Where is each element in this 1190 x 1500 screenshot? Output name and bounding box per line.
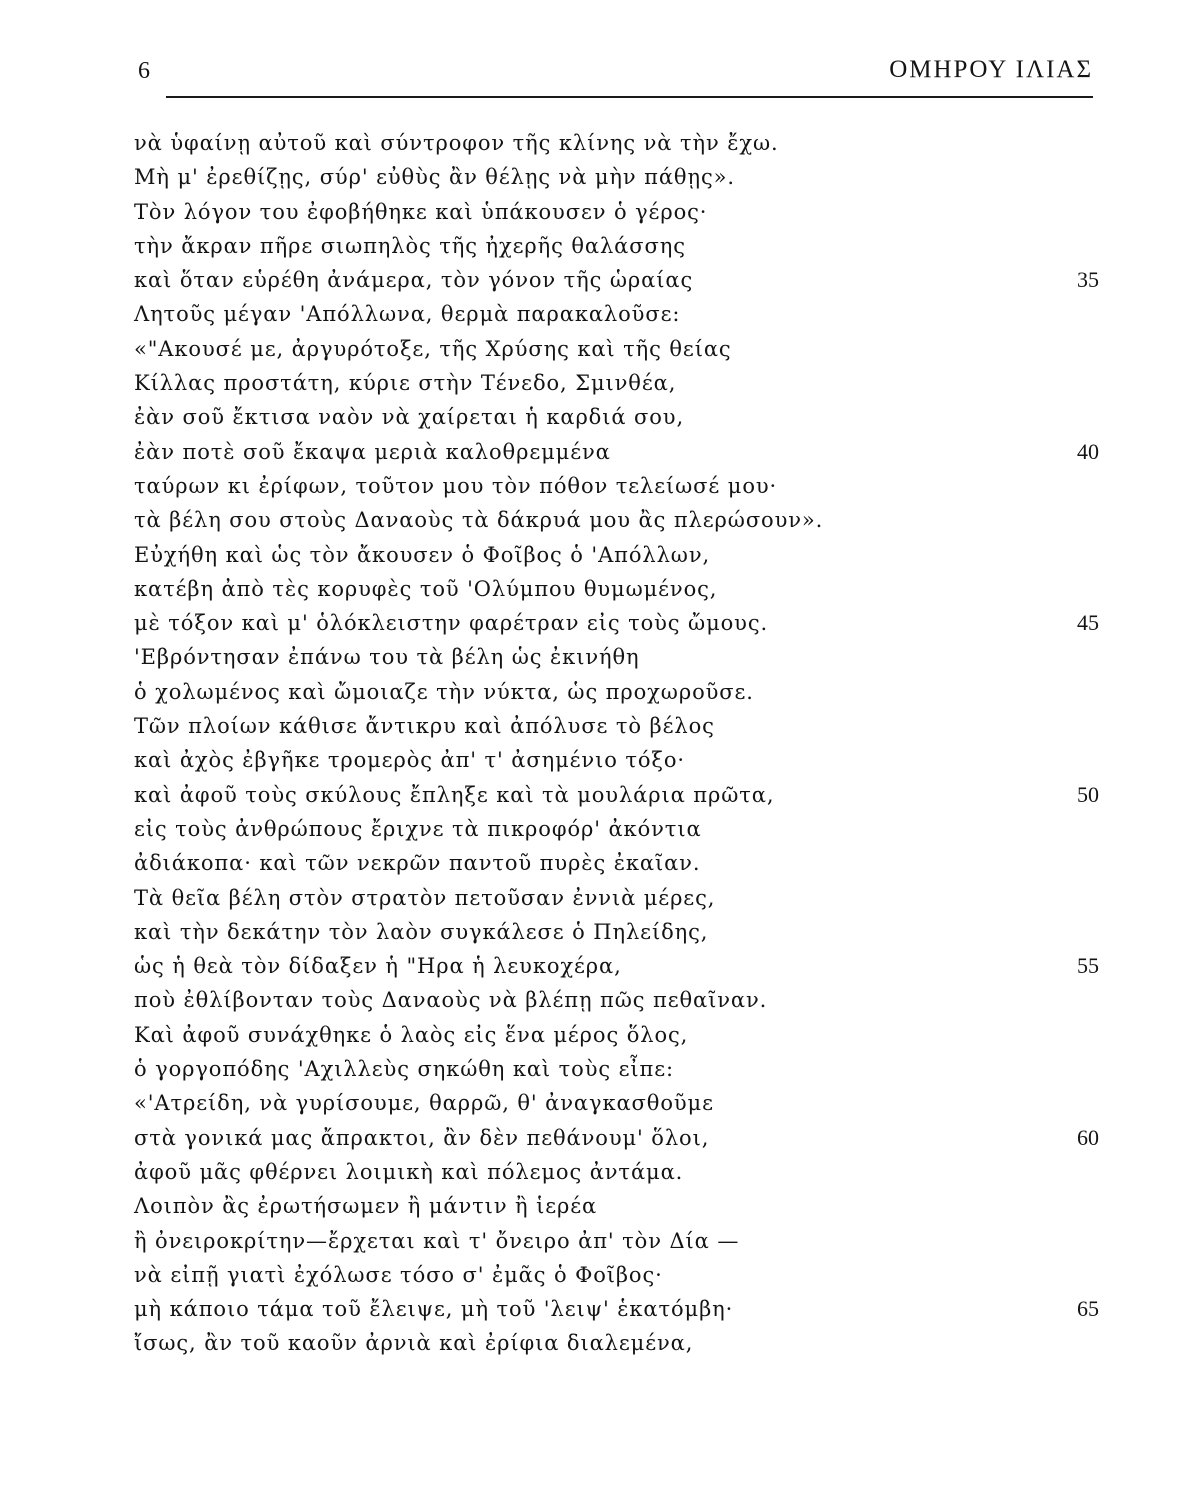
verse-line: [134, 332, 1099, 366]
verse-text: καὶ ἀχὸς ἐβγῆκε τρομερὸς ἀπ' τ' ἀσημένιο τόξο·: [134, 748, 685, 773]
verse-text: μὲ τόξον καὶ μ' ὁλόκλειστην φαρέτραν εἰς τοὺς ὤμους.: [134, 611, 769, 636]
verse-text: Εὐχήθη καὶ ὡς τὸν ἄκουσεν ὁ Φοῖβος ὁ 'Απόλλων,: [134, 542, 711, 567]
verse-text: Κίλλας προστάτη, κύριε στὴν Τένεδο, Σμινθέα,: [134, 371, 677, 396]
verse-text: ἴσως, ἂν τοῦ καοῦν ἀρνιὰ καὶ ἐρίφια διαλεμένα,: [134, 1331, 694, 1356]
verse-line: [134, 435, 1099, 469]
verse-line: [134, 366, 1099, 400]
verse-text: εἰς τοὺς ἀνθρώπους ἔριχνε τὰ πικροφόρ' ἀκόντια: [134, 816, 702, 841]
verse-text: Λητοῦς μέγαν 'Απόλλωνα, θερμὰ παρακαλοῦσε:: [134, 302, 681, 327]
verse-line: [134, 572, 1099, 606]
header-rule: [166, 96, 1093, 98]
verse-line: [134, 778, 1099, 812]
verse-line: [134, 538, 1099, 572]
verse-line: [134, 881, 1099, 915]
verse-text: 'Εβρόντησαν ἐπάνω του τὰ βέλη ὡς ἐκινήθη: [134, 645, 640, 670]
verse-line: [134, 812, 1099, 846]
verse-text: ἢ ὀνειροκρίτην—ἔρχεται καὶ τ' ὄνειρο ἀπ' τὸν Δία —: [134, 1228, 740, 1253]
verse-line: [134, 1326, 1099, 1360]
verse-line: [134, 1189, 1099, 1223]
line-number: 50: [1077, 781, 1099, 807]
verse-line: [134, 640, 1099, 674]
verse-line: [134, 195, 1099, 229]
verse-text: νὰ ὑφαίνῃ αὐτοῦ καὶ σύντροφον τῆς κλίνης νὰ τὴν ἔχω.: [134, 131, 779, 155]
verse-text: ὁ χολωμένος καὶ ὤμοιαζε τὴν νύκτα, ὡς προχωροῦσε.: [134, 679, 754, 704]
line-number: 60: [1077, 1124, 1099, 1150]
verse-line: [134, 126, 1099, 160]
line-number: 65: [1077, 1296, 1099, 1322]
verse-text: καὶ τὴν δεκάτην τὸν λαὸν συγκάλεσε ὁ Πηλείδης,: [134, 919, 709, 944]
verse-text: ἐὰν ποτὲ σοῦ ἔκαψα μεριὰ καλοθρεμμένα: [134, 439, 611, 464]
verse-text: τὰ βέλη σου στοὺς Δαναοὺς τὰ δάκρυά μου ἂς πλερώσουν».: [134, 508, 824, 533]
verse-text: ἐὰν σοῦ ἔκτισα ναὸν νὰ χαίρεται ἡ καρδιά σου,: [134, 405, 685, 430]
verse-text: ποὺ ἐθλίβονταν τοὺς Δαναοὺς νὰ βλέπῃ πῶς πεθαῖναν.: [134, 988, 768, 1013]
verse-text: τὴν ἄκραν πῆρε σιωπηλὸς τῆς ἠχερῆς θαλάσσης: [134, 233, 686, 258]
verse-text: μὴ κάποιο τάμα τοῦ ἔλειψε, μὴ τοῦ 'λειψ' ἑκατόμβη·: [134, 1297, 734, 1322]
verse-line: [134, 263, 1099, 297]
line-number: 40: [1077, 438, 1099, 464]
verse-line: [134, 469, 1099, 503]
verse-text: Λοιπὸν ἂς ἐρωτήσωμεν ἢ μάντιν ἢ ἱερέα: [134, 1194, 598, 1219]
verse-text: καὶ ὅταν εὑρέθη ἀνάμερα, τὸν γόνον τῆς ὡραίας: [134, 268, 694, 293]
line-number: 55: [1077, 953, 1099, 979]
verse-text: Τὸν λόγον του ἐφοβήθηκε καὶ ὑπάκουσεν ὁ γέρος·: [134, 199, 708, 224]
verse-text: Μὴ μ' ἐρεθίζῃς, σύρ' εὐθὺς ἂν θέλῃς νὰ μὴν πάθῃς».: [134, 165, 735, 190]
verse-line: [134, 915, 1099, 949]
verse-line: [134, 983, 1099, 1017]
page-number: 6: [138, 58, 150, 84]
verse-text: στὰ γονικά μας ἄπρακτοι, ἂν δὲν πεθάνουμ' ὅλοι,: [134, 1125, 710, 1150]
verse-line: [134, 1258, 1099, 1292]
verse-line: [134, 743, 1099, 777]
verse-line: [134, 1018, 1099, 1052]
verse-line: [134, 1292, 1099, 1326]
verse-line: [134, 1155, 1099, 1189]
verse-text: Τὰ θεῖα βέλη στὸν στρατὸν πετοῦσαν ἐννιὰ μέρες,: [134, 885, 716, 910]
verse-line: [134, 1086, 1099, 1120]
verse-line: [134, 1052, 1099, 1086]
verse-line: [134, 160, 1099, 194]
running-title: ΟΜΗΡΟΥ ΙΛΙΑΣ: [889, 56, 1093, 83]
verse-line: [134, 1224, 1099, 1258]
verse-line: [134, 949, 1099, 983]
verse-text: κατέβη ἀπὸ τὲς κορυφὲς τοῦ 'Ολύμπου θυμωμένος,: [134, 576, 718, 601]
line-number: 45: [1077, 610, 1099, 636]
verse-line: [134, 1121, 1099, 1155]
verse-line: [134, 503, 1099, 537]
verse-text: «"Ακουσέ με, ἀργυρότοξε, τῆς Χρύσης καὶ τῆς θείας: [134, 336, 732, 361]
verse-text: ταύρων κι ἐρίφων, τοῦτον μου τὸν πόθον τελείωσέ μου·: [134, 473, 778, 498]
verse-text: «'Ατρείδη, νὰ γυρίσουμε, θαρρῶ, θ' ἀναγκασθοῦμε: [134, 1091, 714, 1116]
verse-line: [134, 229, 1099, 263]
verse-text: ὡς ἡ θεὰ τὸν δίδαξεν ἡ "Ηρα ἡ λευκοχέρα,: [134, 954, 622, 979]
verse-text: ὁ γοργοπόδης 'Αχιλλεὺς σηκώθη καὶ τοὺς εἶπε:: [134, 1057, 674, 1082]
verse-line: [134, 709, 1099, 743]
verse-text: Τῶν πλοίων κάθισε ἄντικρυ καὶ ἀπόλυσε τὸ βέλος: [134, 714, 715, 739]
verse-line: [134, 400, 1099, 434]
verse-line: [134, 606, 1099, 640]
verse-text: Καὶ ἀφοῦ συνάχθηκε ὁ λαὸς εἰς ἕνα μέρος ὅλος,: [134, 1022, 689, 1047]
verse-text: νὰ εἰπῇ γιατὶ ἐχόλωσε τόσο σ' ἐμᾶς ὁ Φοῖβος·: [134, 1262, 663, 1287]
verse-text: καὶ ἀφοῦ τοὺς σκύλους ἔπληξε καὶ τὰ μουλάρια πρῶτα,: [134, 782, 775, 807]
verse-line: [134, 297, 1099, 331]
verse-text: ἀδιάκοπα· καὶ τῶν νεκρῶν παντοῦ πυρὲς ἐκαῖαν.: [134, 851, 701, 876]
verse-line: [134, 675, 1099, 709]
poem-body: [134, 126, 1099, 1361]
line-number: 35: [1077, 267, 1099, 293]
verse-text: ἀφοῦ μᾶς φθέρνει λοιμικὴ καὶ πόλεμος ἀντάμα.: [134, 1159, 684, 1184]
verse-line: [134, 846, 1099, 880]
